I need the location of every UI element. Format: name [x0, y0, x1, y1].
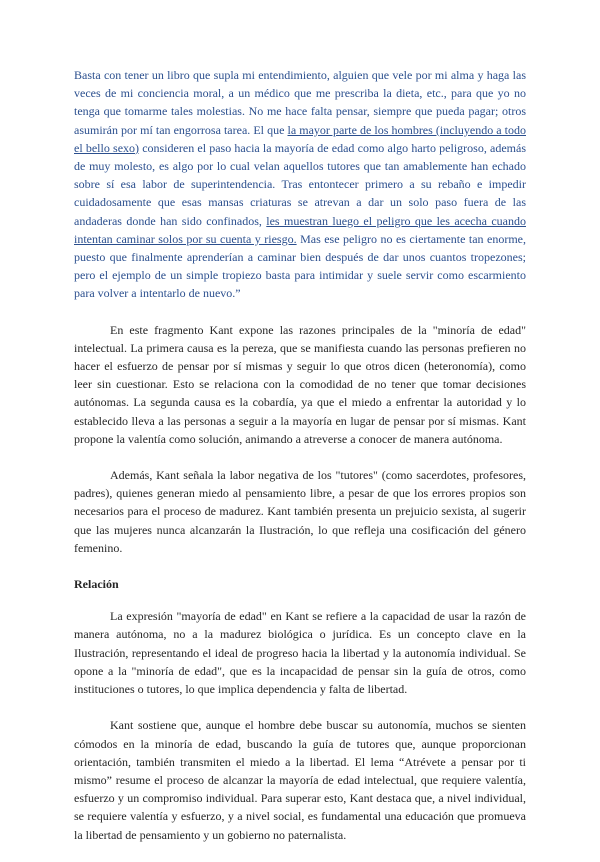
section-heading-relacion: Relación	[74, 577, 119, 592]
paragraph-mayoria-de-edad: La expresión "mayoría de edad" en Kant se refiere a la capacidad de usar la razón de manera autónoma, no a la madurez biológica o jurídica. Es un concepto clave en la Ilustración, representando el ideal de progreso hacia la libertad y la autonomía individual. Se opone a la "minoría de edad", que es la incapacidad de pensar sin la guía de otros, como instituciones o tutores, lo que implica dependencia y falta de libertad.	[74, 609, 526, 697]
quote-text-1: Basta con tener un libro que supla mi entendimiento, alguien que vele por mi alma y haga las veces de mi conciencia moral, a un médico que me prescriba la dieta, etc., para que yo no tenga que tomarme tales molestias. No me hace falta pensar, siempre que pueda pagar; otros asumirán por mí tan engorrosa tarea. El que	[74, 68, 526, 137]
kant-quote	[74, 66, 526, 303]
paragraph-autonomia: Kant sostiene que, aunque el hombre debe buscar su autonomía, muchos se sienten cómodos en la minoría de edad, buscando la guía de tutores que, aunque proporcionan orientación, también transmiten el miedo a la libertad. El lema “Atrévete a pensar por ti mismo” resume el proceso de alcanzar la mayoría de edad intelectual, que requiere valentía, esfuerzo y un compromiso individual. Para superar esto, Kant destaca que, a nivel individual, se requiere valentía y esfuerzo, y a nivel social, es fundamental una educación que promueva la libertad de pensamiento y un gobierno no paternalista.	[74, 718, 526, 842]
paragraph-tutors: Además, Kant señala la labor negativa de los "tutores" (como sacerdotes, profesores, padres), quienes generan miedo al pensamiento libre, a pesar de que los errores propios son necesarios para el proceso de madurez. Kant también presenta un prejuicio sexista, al sugerir que las mujeres nunca alcanzarán la Ilustración, lo que refleja una cosificación del género femenino.	[74, 468, 526, 555]
quote-underline-1: la mayor parte de los hombres (incluyendo a todo el bello sexo)	[74, 122, 526, 155]
paragraph-causes: En este fragmento Kant expone las razones principales de la "minoría de edad" intelectual. La primera causa es la pereza, que se manifiesta cuando las personas prefieren no hacer el esfuerzo de pensar por sí mismas y seguir lo que otros dicen (heteronomía), como leer sin cuestionar. Esto se relaciona con la comodidad de no tener que tomar decisiones autónomas. La segunda causa es la cobardía, ya que el miedo a enfrentar la autoridad y lo establecido lleva a las personas a seguir a la mayoría en lugar de pensar por sí mismas. Kant propone la valentía como solución, animando a atreverse a conocer de manera autónoma.	[74, 322, 526, 446]
quote-underline-2: les muestran luego el peligro que les acecha cuando intentan caminar solos por su cuenta y riesgo.	[74, 213, 526, 246]
quote-text-2: consideren el paso hacia la mayoría de edad como algo harto peligroso, además de muy molesto, es algo por lo cual velan aquellos tutores que tan amablemente han echado sobre sí esa labor de superintendencia. Tras entontecer primero a su rebaño e impedir cuidadosamente que esas mansas criaturas se atrevan a dar un solo paso fuera de las andaderas donde han sido confinados,	[74, 140, 526, 228]
quote-text-3: Mas ese peligro no es ciertamente tan enorme, puesto que finalmente aprenderían a caminar bien después de dar unos cuantos tropezones; pero el ejemplo de un simple tropiezo basta para intimidar y suele servir como escarmiento para volver a intentarlo de nuevo.”	[74, 231, 526, 301]
document-page	[74, 66, 526, 862]
